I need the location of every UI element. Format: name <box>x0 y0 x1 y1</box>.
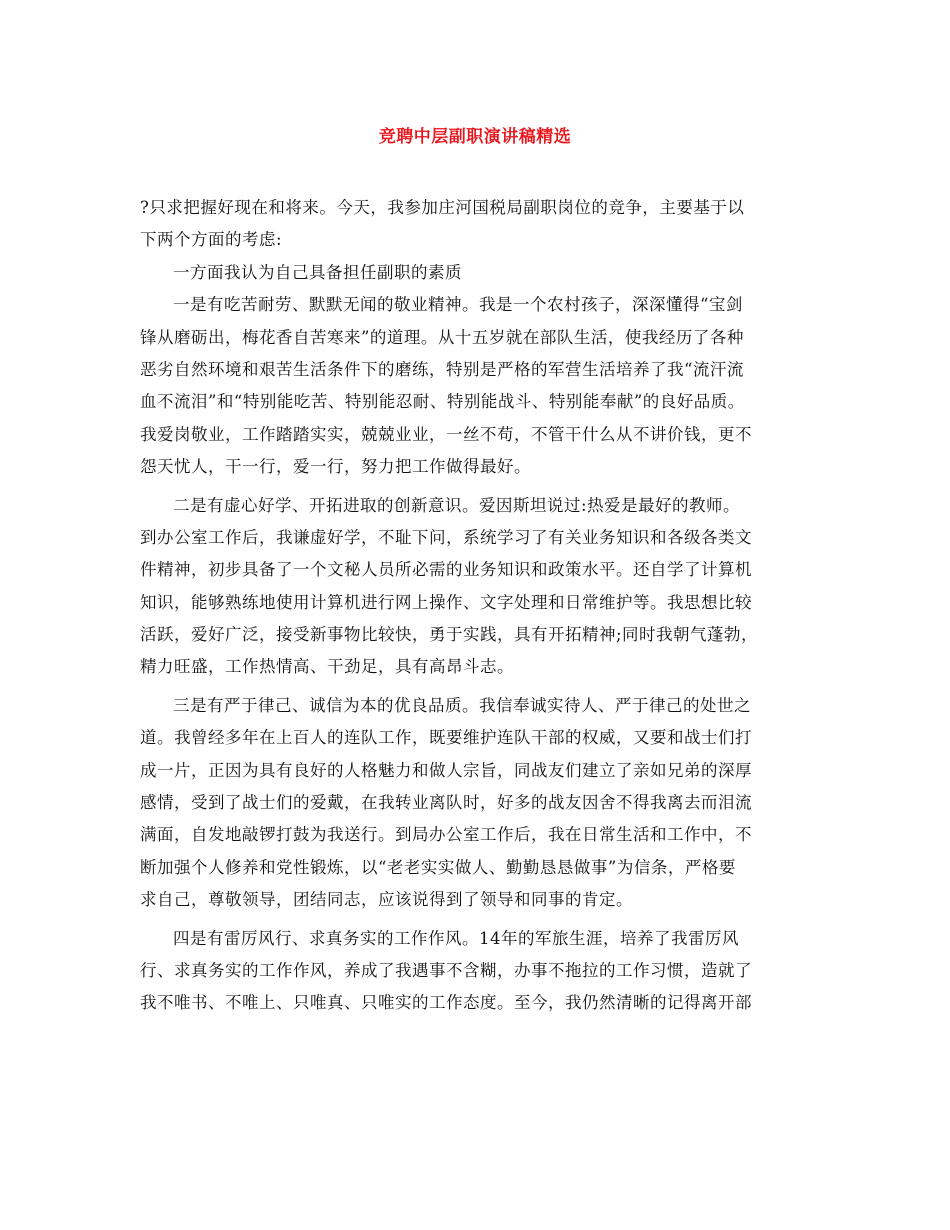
text-line: 我不唯书、不唯上、只唯真、只唯实的工作态度。至今，我仍然清晰的记得离开部 <box>140 993 752 1013</box>
text-line: 知识，能够熟练地使用计算机进行网上操作、文字处理和日常维护等。我思想比较 <box>140 592 752 612</box>
text-line: 下两个方面的考虑: <box>140 230 283 250</box>
text-line: 求自己，尊敬领导，团结同志，应该说得到了领导和同事的肯定。 <box>140 890 633 910</box>
paragraph-start: 二是有虚心好学、开拓进取的创新意识。爱因斯坦说过:热爱是最好的教师。 <box>173 495 741 515</box>
text-line: 锋从磨砺出，梅花香自苦寒来”的道理。从十五岁就在部队生活，使我经历了各种 <box>140 327 744 347</box>
text-line: 行、求真务实的工作作风，养成了我遇事不含糊，办事不拖拉的工作习惯，造就了 <box>140 960 752 980</box>
text-line: 到办公室工作后，我谦虚好学，不耻下问，系统学习了有关业务知识和各级各类文 <box>140 527 752 547</box>
paragraph-start: 三是有严于律己、诚信为本的优良品质。我信奉诚实待人、严于律己的处世之 <box>173 695 751 715</box>
text-line: 件精神，初步具备了一个文秘人员所必需的业务知识和政策水平。还自学了计算机 <box>140 560 752 580</box>
text-line: 我爱岗敬业，工作踏踏实实，兢兢业业，一丝不苟，不管干什么从不讲价钱，更不 <box>140 424 752 444</box>
paragraph-start: 一是有吃苦耐劳、默默无闻的敬业精神。我是一个农村孩子，深深懂得“宝剑 <box>173 295 743 315</box>
text-line: 断加强个人修养和党性锻炼，以“老老实实做人、勤勤恳恳做事”为信条，严格要 <box>140 857 736 877</box>
section-heading: 一方面我认为自己具备担任副职的素质 <box>173 262 462 282</box>
text-line: 成一片，正因为具有良好的人格魅力和做人宗旨，同战友们建立了亲如兄弟的深厚 <box>140 760 752 780</box>
text-line: 满面，自发地敲锣打鼓为我送行。到局办公室工作后，我在日常生活和工作中，不 <box>140 825 752 845</box>
text-line: 道。我曾经多年在上百人的连队工作，既要维护连队干部的权威，又要和战士们打 <box>140 728 752 748</box>
paragraph-start: 四是有雷厉风行、求真务实的工作作风。14年的军旅生涯，培养了我雷厉风 <box>173 928 739 948</box>
text-line: 精力旺盛，工作热情高、干劲足，具有高昂斗志。 <box>140 657 514 677</box>
document-title: 竞聘中层副职演讲稿精选 <box>378 127 572 147</box>
text-line: ?只求把握好现在和将来。今天，我参加庄河国税局副职岗位的竞争，主要基于以 <box>140 198 745 217</box>
text-line: 怨天忧人，干一行，爱一行，努力把工作做得最好。 <box>140 457 531 477</box>
document-body <box>140 192 820 1020</box>
text-line: 恶劣自然环境和艰苦生活条件下的磨练，特别是严格的军营生活培养了我“流汗流 <box>140 359 744 379</box>
text-line: 感情，受到了战士们的爱戴，在我转业离队时，好多的战友因舍不得我离去而泪流 <box>140 793 752 813</box>
text-line: 血不流泪”和“特别能吃苦、特别能忍耐、特别能战斗、特别能奉献”的良好品质。 <box>140 392 745 412</box>
text-line: 活跃，爱好广泛，接受新事物比较快，勇于实践，具有开拓精神;同时我朝气蓬勃， <box>140 625 759 645</box>
